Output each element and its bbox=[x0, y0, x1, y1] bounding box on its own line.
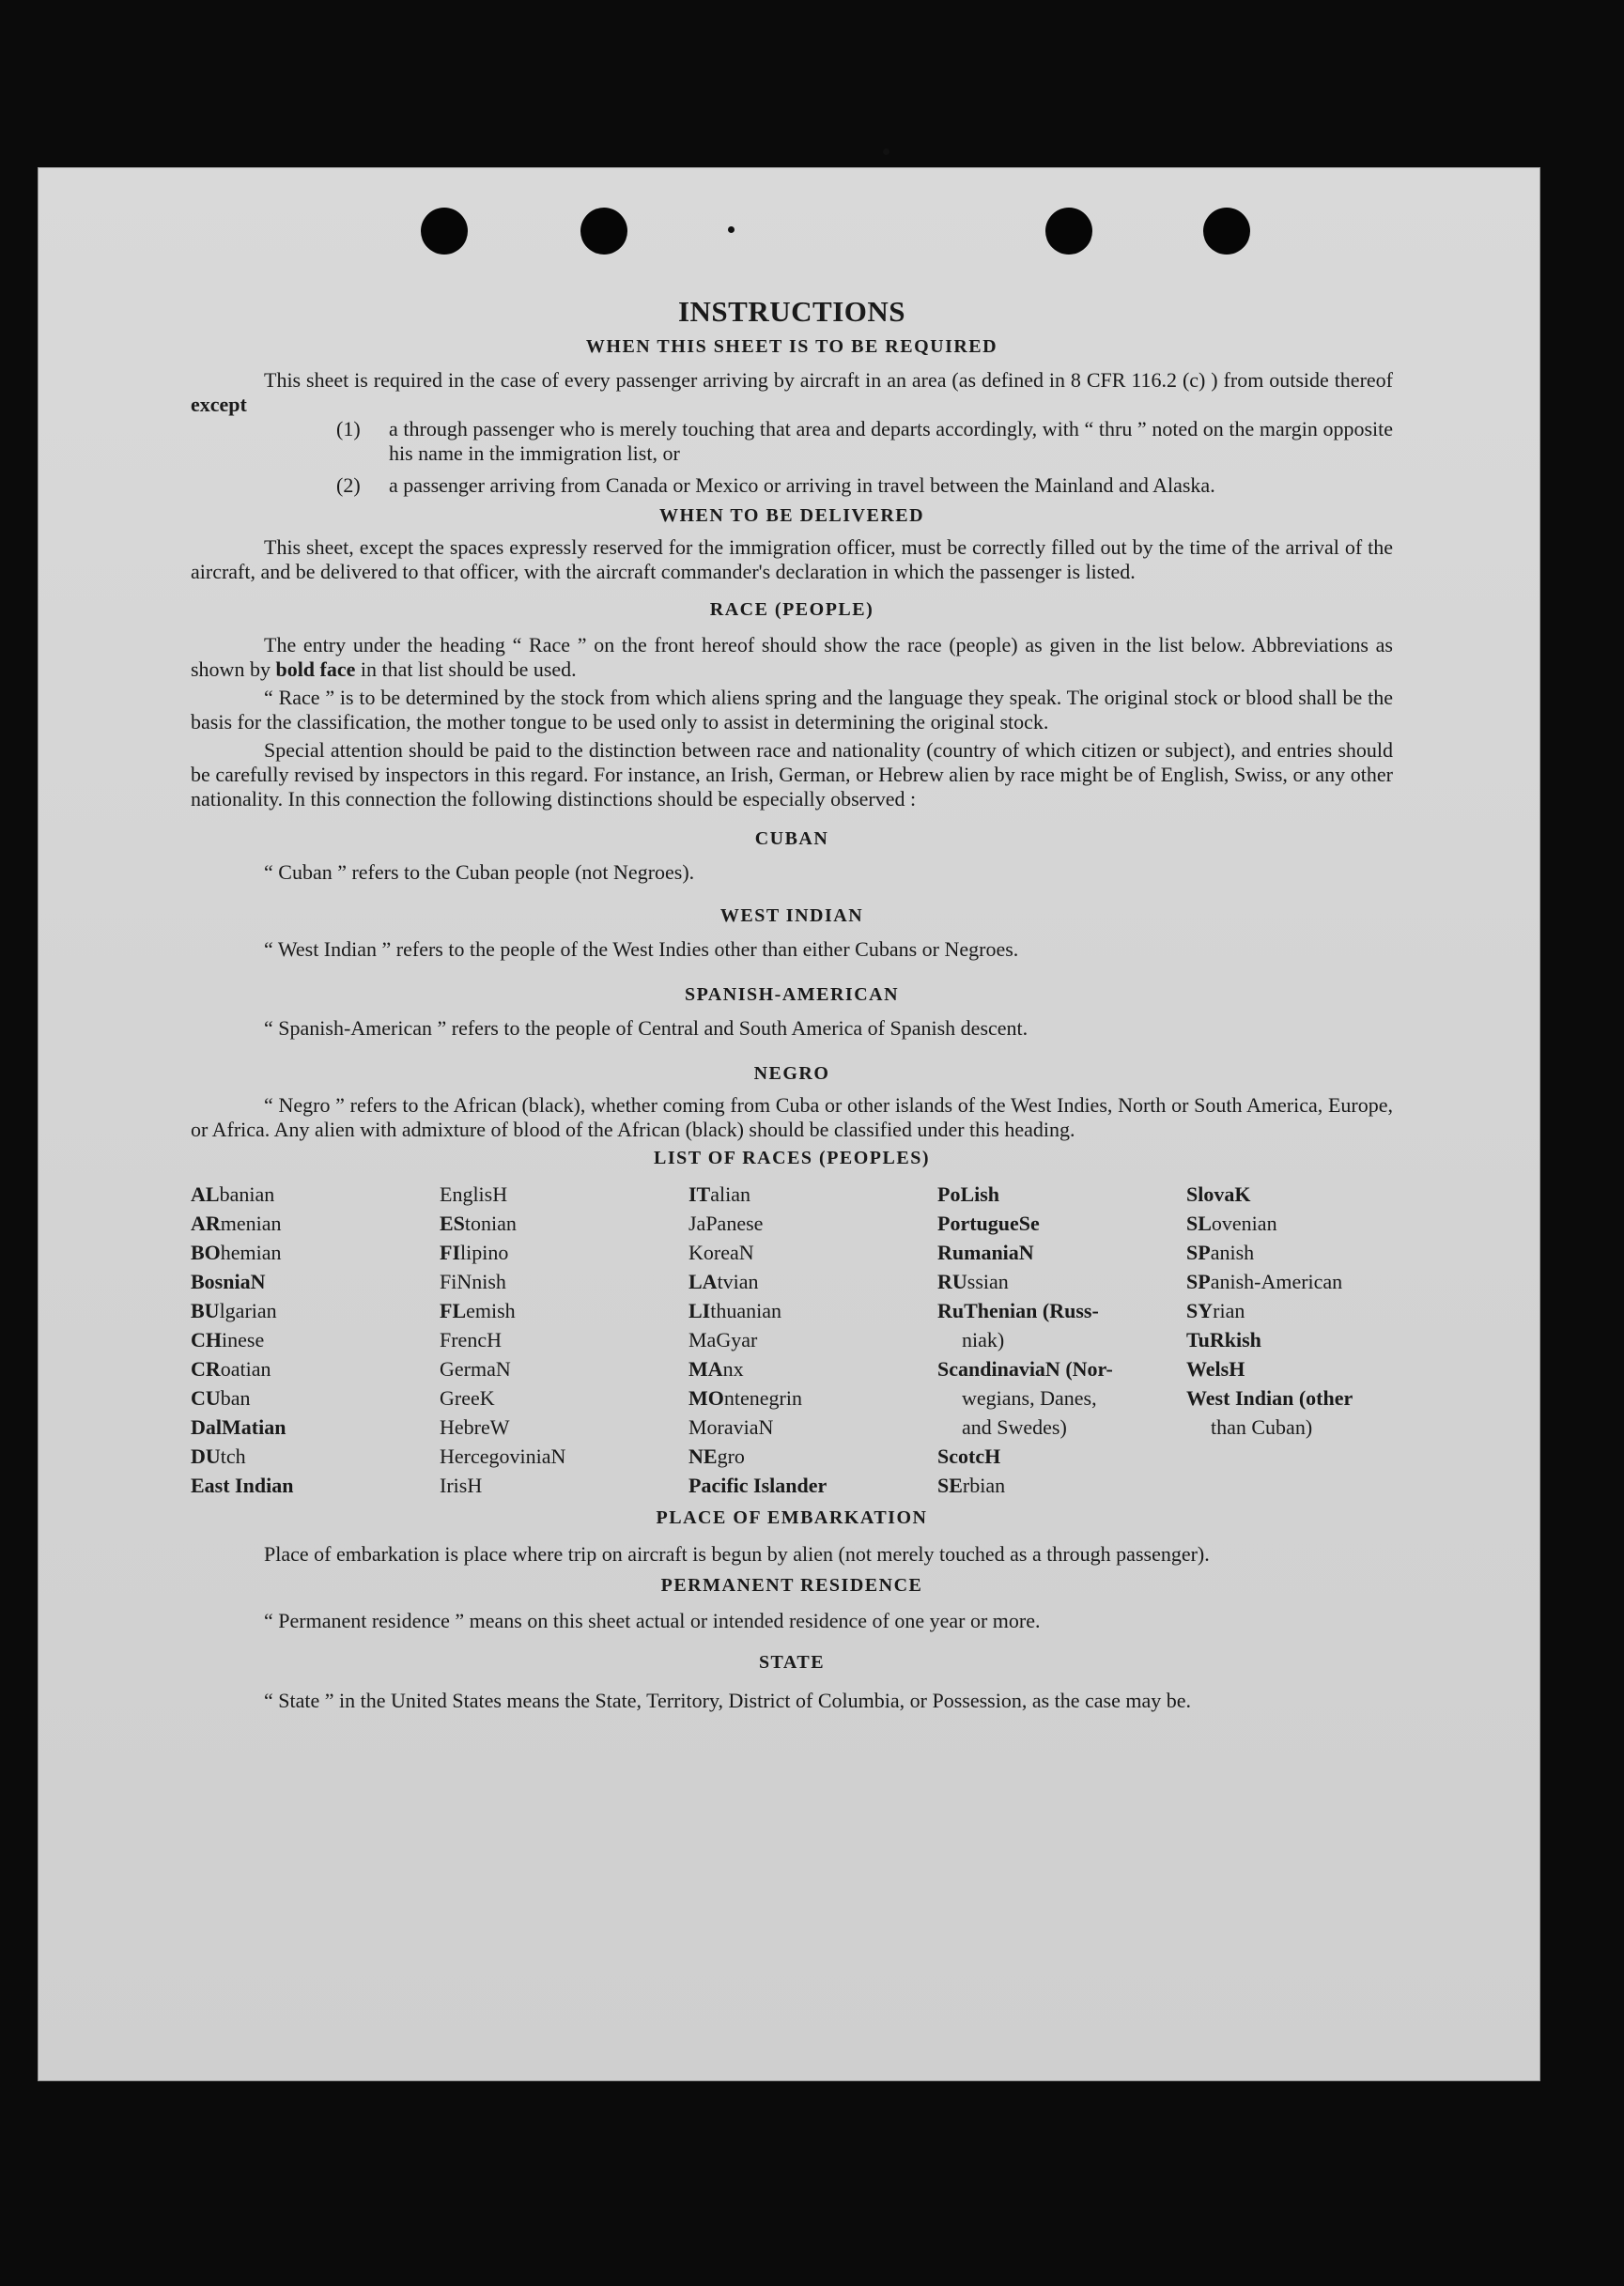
race-item: BosniaN bbox=[191, 1270, 266, 1293]
section-heading: SPANISH-AMERICAN bbox=[684, 984, 900, 1005]
race-item: EnglisH bbox=[440, 1182, 508, 1206]
paragraph: This sheet is required in the case of every passenger arriving by aircraft in an area (as defined in 8 CFR 116.2 (c) ) from outside thereof except bbox=[191, 368, 1393, 416]
race-item: ScandinaviaN (Nor- bbox=[937, 1357, 1113, 1381]
section-heading: CUBAN bbox=[754, 828, 829, 849]
section-heading: PLACE OF EMBARKATION bbox=[656, 1507, 928, 1528]
punch-hole bbox=[580, 208, 627, 255]
race-item: MAnx bbox=[688, 1357, 744, 1381]
race-item: than Cuban) bbox=[1211, 1415, 1313, 1439]
race-column bbox=[1186, 1180, 1402, 1500]
race-column bbox=[937, 1180, 1186, 1500]
race-item: KoreaN bbox=[688, 1241, 754, 1264]
paragraph: “ Cuban ” refers to the Cuban people (not Negroes). bbox=[264, 860, 695, 884]
race-item: BUlgarian bbox=[191, 1299, 277, 1322]
paragraph: “ Race ” is to be determined by the stock from which aliens spring and the language they speak. The original stock or blood shall be the basis for the classification, the mother tongue to be used only to assist in determining the original stock. bbox=[191, 686, 1393, 734]
section-heading: PERMANENT RESIDENCE bbox=[660, 1575, 923, 1596]
race-item: LAtvian bbox=[688, 1270, 759, 1293]
punch-hole bbox=[1203, 208, 1250, 255]
race-item: JaPanese bbox=[688, 1212, 764, 1235]
paragraph: Special attention should be paid to the distinction between race and nationality (country of which citizen or subject), and entries should be carefully revised by inspectors in this regard. For instance, an Irish, German, or Hebrew alien by race might be of English, Swiss, or any other nationality. In this connection the following distinctions should be especially observed : bbox=[191, 738, 1393, 811]
race-item: ARmenian bbox=[191, 1212, 282, 1235]
race-item: TuRkish bbox=[1186, 1328, 1261, 1352]
race-item: RUssian bbox=[937, 1270, 1009, 1293]
section-heading: WHEN THIS SHEET IS TO BE REQUIRED bbox=[585, 336, 998, 357]
race-item: SPanish-American bbox=[1186, 1270, 1343, 1293]
race-item: ScotcH bbox=[937, 1444, 1001, 1468]
paragraph: Place of embarkation is place where trip on aircraft is begun by alien (not merely touched as a through passenger). bbox=[264, 1542, 1210, 1566]
race-item: FiNnish bbox=[440, 1270, 506, 1293]
race-item: FLemish bbox=[440, 1299, 516, 1322]
race-item: PortugueSe bbox=[937, 1212, 1040, 1235]
race-item: East Indian bbox=[191, 1474, 294, 1497]
paragraph: “ West Indian ” refers to the people of the West Indies other than either Cubans or Negroes. bbox=[264, 937, 1019, 961]
section-heading: STATE bbox=[758, 1652, 826, 1673]
race-item: ITalian bbox=[688, 1182, 751, 1206]
dust-speck bbox=[728, 226, 735, 233]
punch-hole bbox=[421, 208, 468, 255]
race-item: SPanish bbox=[1186, 1241, 1255, 1264]
race-item: PoLish bbox=[937, 1182, 1000, 1206]
dust-speck bbox=[883, 148, 889, 155]
race-item: and Swedes) bbox=[962, 1415, 1067, 1439]
instructions-body bbox=[191, 291, 1393, 1716]
paragraph: “ Spanish-American ” refers to the people of Central and South America of Spanish descent. bbox=[264, 1016, 1029, 1040]
race-item: FrencH bbox=[440, 1328, 502, 1352]
race-item: EStonian bbox=[440, 1212, 517, 1235]
section-heading: NEGRO bbox=[753, 1063, 830, 1084]
list-item: (2) a passenger arriving from Canada or Mexico or arriving in travel between the Mainland and Alaska. bbox=[336, 473, 1215, 497]
race-item: MaGyar bbox=[688, 1328, 758, 1352]
race-item: GermaN bbox=[440, 1357, 511, 1381]
race-item: wegians, Danes, bbox=[962, 1386, 1097, 1410]
race-item: DUtch bbox=[191, 1444, 246, 1468]
race-item: RuThenian (Russ- bbox=[937, 1299, 1099, 1322]
race-item: SLovenian bbox=[1186, 1212, 1277, 1235]
race-column bbox=[191, 1180, 440, 1500]
race-item: GreeK bbox=[440, 1386, 495, 1410]
race-item: RumaniaN bbox=[937, 1241, 1034, 1264]
race-item: ALbanian bbox=[191, 1182, 275, 1206]
race-item: DalMatian bbox=[191, 1415, 286, 1439]
punch-hole bbox=[1045, 208, 1092, 255]
section-heading: RACE (PEOPLE) bbox=[709, 599, 874, 620]
race-item: CHinese bbox=[191, 1328, 265, 1352]
race-item: Pacific Islander bbox=[688, 1474, 827, 1497]
paragraph: “ State ” in the United States means the State, Territory, District of Columbia, or Possession, as the case may be. bbox=[264, 1689, 1192, 1712]
race-item: SYrian bbox=[1186, 1299, 1245, 1322]
race-item: HebreW bbox=[440, 1415, 510, 1439]
race-item: SErbian bbox=[937, 1474, 1006, 1497]
race-item: WelsH bbox=[1186, 1357, 1245, 1381]
race-item: CUban bbox=[191, 1386, 251, 1410]
paragraph: “ Permanent residence ” means on this sheet actual or intended residence of one year or more. bbox=[264, 1609, 1041, 1632]
section-heading: WEST INDIAN bbox=[719, 905, 864, 926]
section-heading: LIST OF RACES (PEOPLES) bbox=[653, 1148, 930, 1168]
race-column bbox=[440, 1180, 688, 1500]
race-item: West Indian (other bbox=[1186, 1386, 1353, 1410]
race-item: IrisH bbox=[440, 1474, 483, 1497]
race-item: HercegoviniaN bbox=[440, 1444, 566, 1468]
race-item: SlovaK bbox=[1186, 1182, 1251, 1206]
list-item: (1) a through passenger who is merely touching that area and departs accordingly, with “ thru ” noted on the margin opposite his name in the immigration list, or bbox=[336, 417, 1393, 465]
race-item: CRoatian bbox=[191, 1357, 271, 1381]
paragraph: This sheet, except the spaces expressly reserved for the immigration officer, must be correctly filled out by the time of the arrival of the aircraft, and be delivered to that officer, with the aircraft commander's declaration in which the passenger is listed. bbox=[191, 535, 1393, 583]
section-heading: WHEN TO BE DELIVERED bbox=[658, 505, 925, 526]
race-item: niak) bbox=[962, 1328, 1005, 1352]
race-item: NEgro bbox=[688, 1444, 745, 1468]
page-title: INSTRUCTIONS bbox=[677, 295, 905, 328]
race-item: BOhemian bbox=[191, 1241, 282, 1264]
race-item: LIthuanian bbox=[688, 1299, 782, 1322]
paragraph: “ Negro ” refers to the African (black), whether coming from Cuba or other islands of the West Indies, North or South America, Europe, or Africa. Any alien with admixture of blood of the African (black) should be classified under this heading. bbox=[191, 1093, 1393, 1141]
race-column bbox=[688, 1180, 937, 1500]
race-item: FIlipino bbox=[440, 1241, 509, 1264]
race-list bbox=[191, 1180, 1393, 1500]
race-item: MOntenegrin bbox=[688, 1386, 802, 1410]
paragraph: The entry under the heading “ Race ” on the front hereof should show the race (people) as given in the list below. Abbreviations as shown by bold face in that list should be used. bbox=[191, 633, 1393, 681]
race-item: MoraviaN bbox=[688, 1415, 774, 1439]
